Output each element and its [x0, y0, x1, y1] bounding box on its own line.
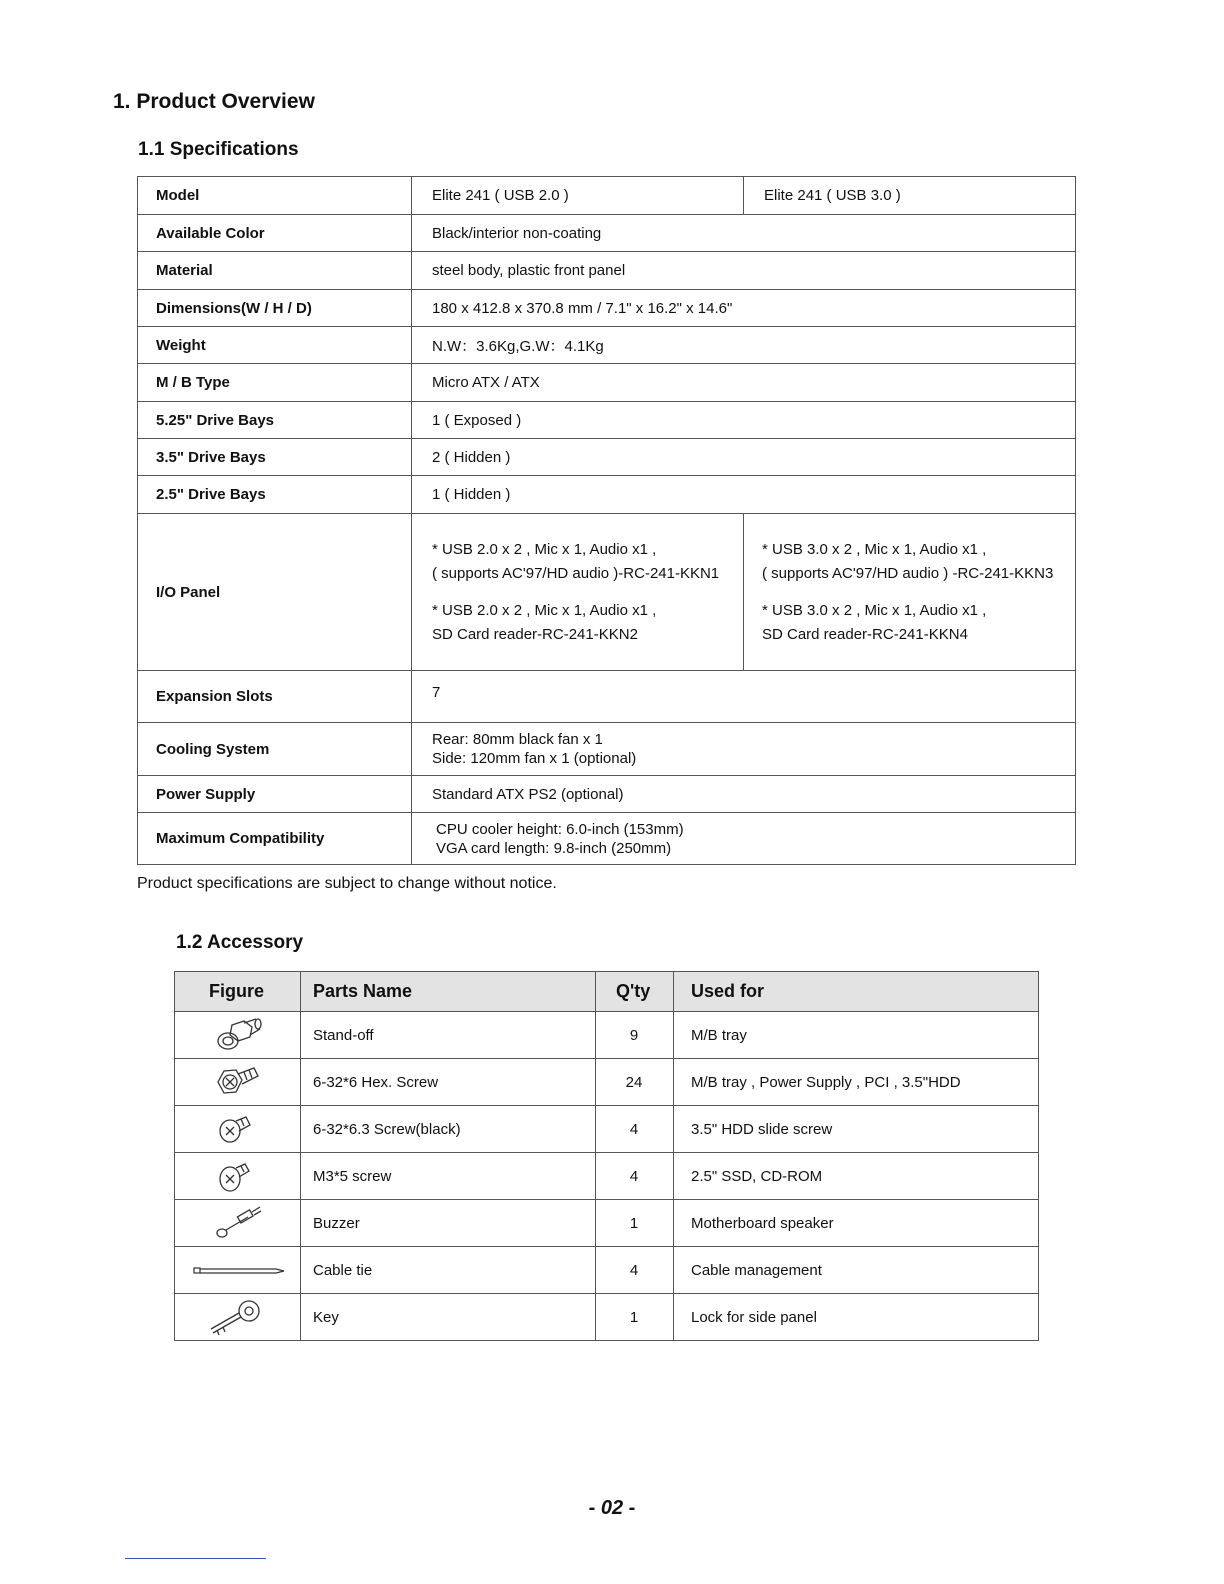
- io-usb3-b-line1: * USB 3.0 x 2 , Mic x 1, Audio x1 ,: [762, 601, 987, 619]
- table-row: [175, 1200, 1039, 1247]
- hex-screw-icon: [175, 1059, 301, 1106]
- spec-label: 2.5" Drive Bays: [138, 476, 412, 514]
- spec-label: Expansion Slots: [138, 671, 412, 723]
- spec-row-mb-type: [138, 364, 1076, 402]
- m3-screw-icon: [175, 1153, 301, 1200]
- io-usb2-a-line1: * USB 2.0 x 2 , Mic x 1, Audio x1 ,: [432, 540, 657, 558]
- part-name: 6-32*6.3 Screw(black): [301, 1106, 596, 1153]
- compat-line2: VGA card length: 9.8-inch (250mm): [436, 839, 672, 857]
- io-usb2-a-line2: ( supports AC'97/HD audio )-RC-241-KKN1: [432, 564, 720, 582]
- part-name: Key: [301, 1294, 596, 1341]
- io-usb3-b-line2: SD Card reader-RC-241-KKN4: [762, 625, 968, 643]
- spec-value: Standard ATX PS2 (optional): [412, 776, 1076, 813]
- spec-label: Maximum Compatibility: [138, 813, 412, 865]
- specifications-table: [137, 176, 1076, 865]
- io-usb2-cell: [412, 514, 744, 671]
- spec-row-power: [138, 776, 1076, 813]
- spec-label: Cooling System: [138, 723, 412, 776]
- part-use: Lock for side panel: [674, 1294, 1039, 1341]
- part-qty: 4: [596, 1106, 674, 1153]
- spec-label: 3.5" Drive Bays: [138, 439, 412, 476]
- io-usb3-a-line1: * USB 3.0 x 2 , Mic x 1, Audio x1 ,: [762, 540, 987, 558]
- io-usb2-b-line2: SD Card reader-RC-241-KKN2: [432, 625, 638, 643]
- part-qty: 9: [596, 1012, 674, 1059]
- part-use: Motherboard speaker: [674, 1200, 1039, 1247]
- spec-row-io-panel: [138, 514, 1076, 671]
- standoff-icon: [175, 1012, 301, 1059]
- buzzer-icon: [175, 1200, 301, 1247]
- spec-row-model: [138, 177, 1076, 215]
- key-icon: [175, 1294, 301, 1341]
- black-screw-icon: [175, 1106, 301, 1153]
- part-use: 3.5" HDD slide screw: [674, 1106, 1039, 1153]
- part-use: M/B tray: [674, 1012, 1039, 1059]
- part-qty: 24: [596, 1059, 674, 1106]
- cooling-line1: Rear: 80mm black fan x 1: [432, 731, 603, 748]
- spec-label: Weight: [138, 327, 412, 364]
- header-parts-name: Parts Name: [301, 972, 596, 1012]
- spec-value: 7: [412, 671, 1076, 723]
- part-qty: 1: [596, 1294, 674, 1341]
- accessory-header-row: [175, 972, 1039, 1012]
- spec-row-expansion: [138, 671, 1076, 723]
- spec-value: 180 x 412.8 x 370.8 mm / 7.1" x 16.2" x 14.6": [412, 290, 1076, 327]
- spec-row-weight: [138, 327, 1076, 364]
- table-row: [175, 1059, 1039, 1106]
- io-usb3-cell: [744, 514, 1076, 671]
- spec-label: Power Supply: [138, 776, 412, 813]
- page-title: 1. Product Overview: [113, 90, 315, 113]
- spec-value: Micro ATX / ATX: [412, 364, 1076, 402]
- spec-notice: Product specifications are subject to change without notice.: [137, 875, 557, 892]
- spec-value: steel body, plastic front panel: [412, 252, 1076, 290]
- spec-label: Available Color: [138, 215, 412, 252]
- part-name: 6-32*6 Hex. Screw: [301, 1059, 596, 1106]
- spec-value: Black/interior non-coating: [412, 215, 1076, 252]
- spec-value-usb3: Elite 241 ( USB 3.0 ): [744, 177, 1076, 215]
- part-use: Cable management: [674, 1247, 1039, 1294]
- spec-value: N.W：3.6Kg,G.W：4.1Kg: [412, 327, 1076, 364]
- spec-label: Model: [138, 177, 412, 215]
- spec-row-color: [138, 215, 1076, 252]
- spec-row-cooling: [138, 723, 1076, 776]
- accessory-table: [174, 971, 1039, 1341]
- spec-value-compat: [412, 813, 1076, 865]
- spec-value: 1 ( Hidden ): [412, 476, 1076, 514]
- header-qty: Q'ty: [596, 972, 674, 1012]
- table-row: [175, 1153, 1039, 1200]
- cooling-line2: Side: 120mm fan x 1 (optional): [432, 750, 637, 767]
- table-row: [175, 1247, 1039, 1294]
- part-use: M/B tray , Power Supply , PCI , 3.5"HDD: [674, 1059, 1039, 1106]
- spec-row-bay-525: [138, 402, 1076, 439]
- part-name: Buzzer: [301, 1200, 596, 1247]
- accessory-heading: 1.2 Accessory: [176, 932, 304, 953]
- part-qty: 4: [596, 1153, 674, 1200]
- spec-row-bay-25: [138, 476, 1076, 514]
- header-figure: Figure: [175, 972, 301, 1012]
- spec-row-dimensions: [138, 290, 1076, 327]
- spec-row-compat: [138, 813, 1076, 865]
- table-row: [175, 1106, 1039, 1153]
- specifications-heading: 1.1 Specifications: [138, 139, 299, 160]
- header-used-for: Used for: [674, 972, 1039, 1012]
- table-row: [175, 1012, 1039, 1059]
- spec-value: 1 ( Exposed ): [412, 402, 1076, 439]
- spec-label: Material: [138, 252, 412, 290]
- compat-line1: CPU cooler height: 6.0-inch (153mm): [436, 820, 684, 838]
- cable-tie-icon: [175, 1247, 301, 1294]
- part-name: Cable tie: [301, 1247, 596, 1294]
- spec-row-material: [138, 252, 1076, 290]
- spec-value-cooling: [412, 723, 1076, 776]
- part-use: 2.5" SSD, CD-ROM: [674, 1153, 1039, 1200]
- footer-rule: [125, 1558, 266, 1559]
- spec-label: 5.25" Drive Bays: [138, 402, 412, 439]
- io-usb2-b-line1: * USB 2.0 x 2 , Mic x 1, Audio x1 ,: [432, 601, 657, 619]
- part-qty: 1: [596, 1200, 674, 1247]
- spec-value: 2 ( Hidden ): [412, 439, 1076, 476]
- spec-label: M / B Type: [138, 364, 412, 402]
- spec-value-usb2: Elite 241 ( USB 2.0 ): [412, 177, 744, 215]
- page-number: - 02 -: [588, 1497, 636, 1519]
- part-name: M3*5 screw: [301, 1153, 596, 1200]
- spec-label: Dimensions(W / H / D): [138, 290, 412, 327]
- spec-row-bay-35: [138, 439, 1076, 476]
- part-qty: 4: [596, 1247, 674, 1294]
- part-name: Stand-off: [301, 1012, 596, 1059]
- spec-label: I/O Panel: [138, 514, 412, 671]
- io-usb3-a-line2: ( supports AC'97/HD audio ) -RC-241-KKN3: [762, 564, 1054, 582]
- table-row: [175, 1294, 1039, 1341]
